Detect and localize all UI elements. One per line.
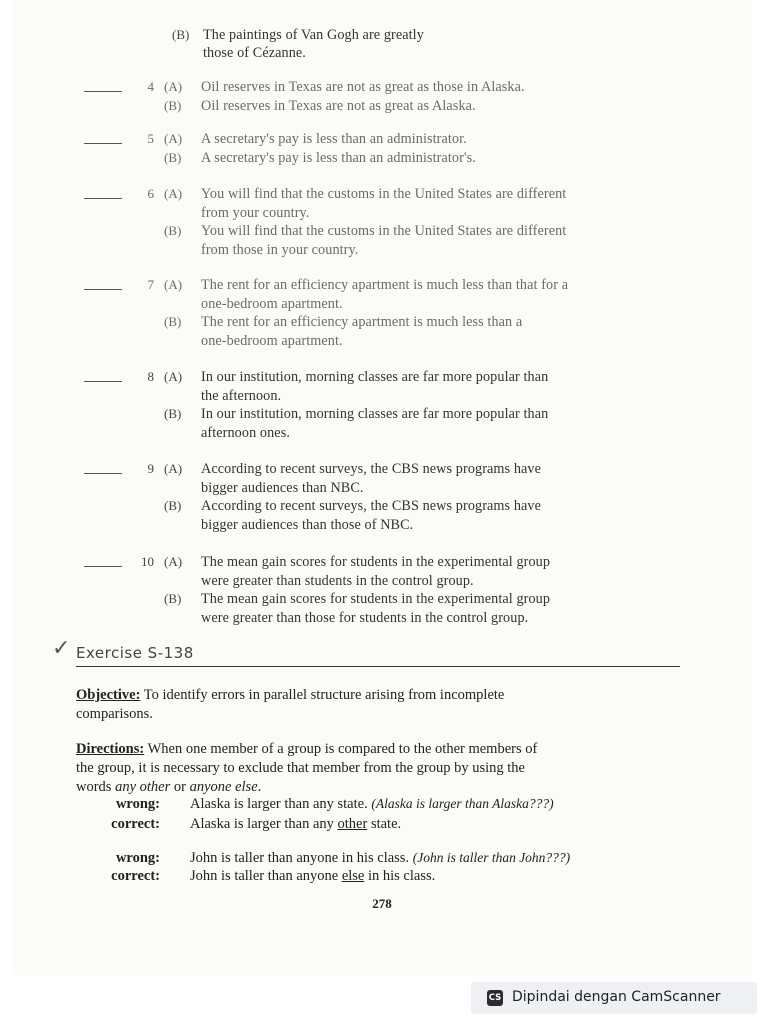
underlined-word: other [337,816,368,832]
scanner-text: Dipindai dengan CamScanner [512,989,721,1005]
option-text: In our institution, morning classes are far more popular than [201,406,549,422]
item-number: 6 [147,186,154,201]
option-text: The rent for an efficiency apartment is much less than a [201,314,523,330]
example-label: wrong: [115,796,160,812]
option-letter: (B) [164,149,182,165]
divider [76,666,680,667]
option-text: one-bedroom apartment. [201,332,343,349]
option-text: A secretary's pay is less than an administrator's. [201,149,476,166]
example-note: (John is taller than John???) [412,850,571,865]
answer-blank[interactable] [84,566,122,567]
option-letter: (A) [164,186,183,201]
option-text: bigger audiences than NBC. [201,479,364,496]
example-sentence [190,868,435,885]
option-text: the afternoon. [201,387,282,404]
item-number: 9 [147,461,154,476]
option-letter: (B) [164,223,182,238]
check-mark-icon: ✓ [52,636,71,661]
answer-blank[interactable] [84,91,122,92]
option-letter: (B) [172,27,190,42]
example-sentence [190,816,401,833]
scanner-watermark [471,982,757,1014]
option-text: those of Cézanne. [203,45,306,61]
option-letter: (A) [164,131,183,146]
answer-blank[interactable] [84,473,122,474]
objective-text-2: comparisons. [76,706,153,722]
option-text: Oil reserves in Texas are not as great as Alaska. [201,97,476,114]
option-text: from your country. [201,204,310,221]
example-note: (Alaska is larger than Alaska???) [371,796,554,811]
camscanner-logo-icon: CS [487,990,503,1006]
directions-paragraph [76,740,682,797]
example-label: correct: [111,868,160,884]
option-text: were greater than those for students in the control group. [201,609,529,626]
directions-mid: or [170,779,190,795]
option-text: The mean gain scores for students in the experimental group [201,591,551,607]
objective-text: To identify errors in parallel structure arising from incomplete [140,687,505,703]
answer-blank[interactable] [84,198,122,199]
item-number: 8 [147,369,154,384]
option-text: afternoon ones. [201,424,290,441]
option-text: bigger audiences than those of NBC. [201,516,414,533]
scanned-page [12,0,752,975]
directions-text: When one member of a group is compared to the other members of [144,741,538,757]
option-letter: (A) [164,79,183,94]
answer-blank[interactable] [84,381,122,382]
option-text: were greater than students in the control group. [201,572,474,589]
option-letter: (B) [164,498,182,513]
sentence-text: Alaska is larger than any [190,816,338,832]
option-letter: (A) [164,461,183,476]
objective-label: Objective: [76,687,141,703]
directions-text-3: words [76,779,116,795]
example-sentence [190,850,570,867]
example-label: wrong: [115,850,160,866]
exercise-title: Exercise S-138 [76,644,194,662]
option-text: The rent for an efficiency apartment is much less than that for a [201,277,569,293]
option-letter: (A) [164,277,183,292]
option-letter: (A) [164,554,183,569]
example-label: correct: [111,816,160,832]
item-number: 10 [141,554,154,569]
option-text: The mean gain scores for students in the experimental group [201,554,551,570]
sentence-text: John is taller than anyone in his class. [190,850,413,866]
option-letter: (A) [164,369,183,384]
option-letter: (B) [164,97,182,113]
option-letter: (B) [164,406,182,421]
directions-end: . [257,779,262,795]
option-text: Oil reserves in Texas are not as great as those in Alaska. [201,79,525,95]
answer-blank[interactable] [84,143,122,144]
sentence-text: John is taller than anyone [190,868,342,884]
example-sentence [190,796,554,813]
directions-em-1: any other [115,779,171,795]
sentence-text-end: state. [367,816,402,832]
option-text: In our institution, morning classes are far more popular than [201,369,549,385]
item-number: 7 [147,277,154,292]
item-number: 5 [147,131,154,146]
sentence-text-end: in his class. [364,868,436,884]
objective-paragraph [76,686,682,724]
option-text: A secretary's pay is less than an administrator. [201,131,467,147]
answer-blank[interactable] [84,289,122,290]
directions-em-2: anyone else [189,779,258,795]
option-text: According to recent surveys, the CBS news programs have [201,498,542,514]
option-text: You will find that the customs in the United States are different [201,223,567,239]
option-text: from those in your country. [201,241,359,258]
page-number: 278 [372,896,392,911]
option-letter: (B) [164,591,182,606]
option-text: You will find that the customs in the United States are different [201,186,567,202]
underlined-word: else [341,868,365,884]
option-letter: (B) [164,314,182,329]
sentence-text: Alaska is larger than any state. [190,796,372,812]
option-text: According to recent surveys, the CBS news programs have [201,461,542,477]
item-number: 4 [147,79,154,94]
directions-text-2: the group, it is necessary to exclude that member from the group by using the [76,760,525,776]
option-text: one-bedroom apartment. [201,295,343,312]
option-text: The paintings of Van Gogh are greatly [203,27,424,43]
directions-label: Directions: [76,741,145,757]
